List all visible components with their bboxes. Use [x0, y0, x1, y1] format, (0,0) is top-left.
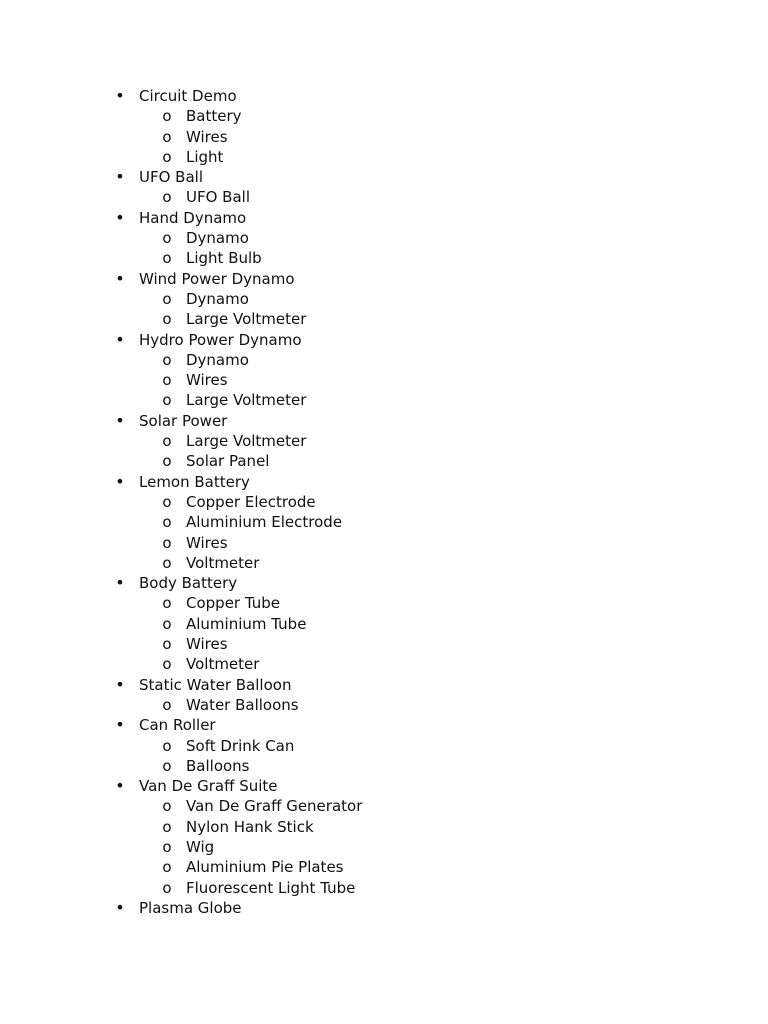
topic-item: [0, 573, 768, 593]
topic-item: [0, 715, 768, 735]
topic-label: Solar Power: [139, 411, 228, 430]
sub-item: [0, 106, 768, 126]
topic-label: Van De Graff Suite: [139, 777, 278, 796]
bullet-icon: •: [115, 207, 125, 227]
sub-bullet-icon: o: [162, 837, 172, 856]
sub-bullet-icon: o: [162, 127, 172, 146]
topic-item: [0, 167, 768, 187]
sub-item-label: Light: [186, 147, 224, 166]
sub-item-label: Wires: [186, 371, 228, 390]
sub-item: [0, 878, 768, 898]
sub-bullet-icon: o: [162, 310, 172, 329]
bullet-icon: •: [115, 268, 125, 288]
sub-bullet-icon: o: [162, 229, 172, 248]
sub-item: [0, 796, 768, 816]
sub-bullet-icon: o: [162, 350, 172, 369]
sub-bullet-icon: o: [162, 492, 172, 511]
sub-item-label: Large Voltmeter: [186, 391, 307, 410]
sub-item-label: Copper Tube: [186, 594, 280, 613]
topic-item: [0, 86, 768, 106]
topic-item: [0, 776, 768, 796]
sub-bullet-icon: o: [162, 452, 172, 471]
sub-bullet-icon: o: [162, 695, 172, 714]
sub-bullet-icon: o: [162, 553, 172, 572]
sub-bullet-icon: o: [162, 756, 172, 775]
sub-item: [0, 127, 768, 147]
sub-item-label: Soft Drink Can: [186, 736, 295, 755]
bullet-icon: •: [115, 410, 125, 430]
topic-item: [0, 208, 768, 228]
sub-item: [0, 695, 768, 715]
sub-bullet-icon: o: [162, 878, 172, 897]
topic-label: Body Battery: [139, 574, 238, 593]
sub-bullet-icon: o: [162, 594, 172, 613]
sub-item: [0, 837, 768, 857]
sub-item-label: Voltmeter: [186, 553, 260, 572]
sub-item-label: Dynamo: [186, 229, 249, 248]
bullet-icon: •: [115, 897, 125, 917]
sub-item-label: Large Voltmeter: [186, 432, 307, 451]
topic-label: Lemon Battery: [139, 472, 250, 491]
sub-item: [0, 309, 768, 329]
sub-item: [0, 614, 768, 634]
sub-item-label: Water Balloons: [186, 695, 299, 714]
sub-item: [0, 512, 768, 532]
sub-item-label: Aluminium Tube: [186, 614, 307, 633]
sub-bullet-icon: o: [162, 432, 172, 451]
sub-bullet-icon: o: [162, 797, 172, 816]
sub-item: [0, 817, 768, 837]
topic-item: [0, 898, 768, 918]
sub-item-label: Dynamo: [186, 289, 249, 308]
sub-item-label: Fluorescent Light Tube: [186, 878, 356, 897]
topic-item: [0, 330, 768, 350]
sub-item-label: Copper Electrode: [186, 492, 316, 511]
sub-bullet-icon: o: [162, 249, 172, 268]
sub-bullet-icon: o: [162, 513, 172, 532]
topic-item: [0, 675, 768, 695]
bullet-icon: •: [115, 167, 125, 187]
sub-item: [0, 654, 768, 674]
sub-item-label: Solar Panel: [186, 452, 270, 471]
sub-item-label: Aluminium Pie Plates: [186, 858, 344, 877]
sub-item-label: Balloons: [186, 756, 250, 775]
sub-item: [0, 248, 768, 268]
sub-item: [0, 228, 768, 248]
sub-item: [0, 553, 768, 573]
topic-label: Plasma Globe: [139, 898, 242, 917]
sub-bullet-icon: o: [162, 635, 172, 654]
sub-item: [0, 289, 768, 309]
sub-item-label: Dynamo: [186, 350, 249, 369]
sub-item: [0, 492, 768, 512]
sub-bullet-icon: o: [162, 188, 172, 207]
bullet-icon: •: [115, 776, 125, 796]
sub-item: [0, 736, 768, 756]
sub-bullet-icon: o: [162, 371, 172, 390]
sub-item: [0, 533, 768, 553]
sub-item: [0, 451, 768, 471]
bullet-icon: •: [115, 329, 125, 349]
sub-item-label: Voltmeter: [186, 655, 260, 674]
sub-bullet-icon: o: [162, 858, 172, 877]
topic-label: Static Water Balloon: [139, 675, 292, 694]
sub-item-label: Wig: [186, 837, 215, 856]
bullet-icon: •: [115, 471, 125, 491]
bullet-icon: •: [115, 573, 125, 593]
sub-bullet-icon: o: [162, 614, 172, 633]
topic-label: Circuit Demo: [139, 87, 237, 105]
sub-item-label: Van De Graff Generator: [186, 797, 363, 816]
sub-item: [0, 187, 768, 207]
bullet-icon: •: [115, 715, 125, 735]
sub-item-label: Wires: [186, 127, 228, 146]
bullet-icon: •: [115, 674, 125, 694]
sub-item-label: Nylon Hank Stick: [186, 817, 314, 836]
topic-label: UFO Ball: [139, 168, 203, 187]
sub-item-label: Battery: [186, 107, 242, 126]
sub-item: [0, 370, 768, 390]
sub-item-label: Wires: [186, 635, 228, 654]
sub-item-label: Aluminium Electrode: [186, 513, 343, 532]
sub-bullet-icon: o: [162, 147, 172, 166]
sub-item-label: UFO Ball: [186, 188, 250, 207]
sub-item: [0, 147, 768, 167]
sub-item-label: Large Voltmeter: [186, 310, 307, 329]
sub-item-label: Light Bulb: [186, 249, 262, 268]
topic-label: Hydro Power Dynamo: [139, 330, 302, 349]
sub-bullet-icon: o: [162, 533, 172, 552]
topic-label: Can Roller: [139, 716, 216, 735]
sub-bullet-icon: o: [162, 289, 172, 308]
topic-item: [0, 472, 768, 492]
sub-item: [0, 431, 768, 451]
sub-bullet-icon: o: [162, 107, 172, 126]
sub-bullet-icon: o: [162, 391, 172, 410]
topic-item: [0, 411, 768, 431]
sub-item: [0, 756, 768, 776]
document-page: [0, 86, 768, 918]
bullet-icon: •: [115, 86, 125, 105]
equipment-list: [0, 86, 768, 918]
sub-bullet-icon: o: [162, 655, 172, 674]
sub-item: [0, 634, 768, 654]
topic-label: Hand Dynamo: [139, 208, 247, 227]
sub-item: [0, 593, 768, 613]
sub-item: [0, 390, 768, 410]
topic-item: [0, 269, 768, 289]
sub-bullet-icon: o: [162, 817, 172, 836]
sub-item: [0, 857, 768, 877]
sub-item-label: Wires: [186, 533, 228, 552]
sub-item: [0, 350, 768, 370]
topic-label: Wind Power Dynamo: [139, 269, 295, 288]
sub-bullet-icon: o: [162, 736, 172, 755]
